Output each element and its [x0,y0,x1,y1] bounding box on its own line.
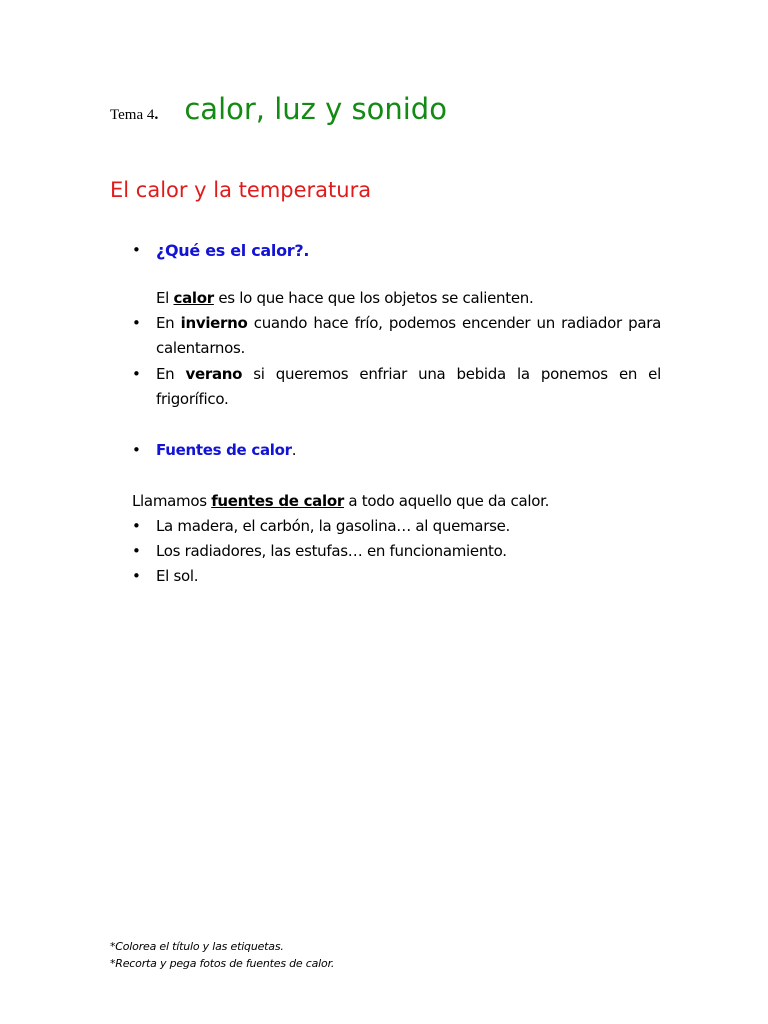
footnote: *Recorta y pega fotos de fuentes de calor. [110,957,335,970]
heading-dot: . [291,441,297,459]
question-heading: ¿Qué es el calor?. [156,241,310,260]
list-item-text [156,311,661,361]
definition-prefix: Llamamos [132,492,212,510]
bullet: • [132,365,141,383]
list-item-text: La madera, el carbón, la gasolina… al quemarse. [156,517,510,535]
item-prefix: En [156,314,181,332]
definition-calor [156,286,533,311]
bullet: • [132,517,141,535]
list-item-text: El sol. [156,567,199,585]
question-heading: Fuentes de calor [156,441,292,459]
item-suffix: cuando hace frío, podemos encender un radiador para calentarnos. [156,314,661,357]
item-keyword: verano [185,365,243,383]
definition-suffix: es lo que hace que los objetos se calienten. [218,289,534,307]
bullet: • [132,567,141,585]
bullet: • [132,542,141,560]
footnote: *Colorea el título y las etiquetas. [110,940,284,953]
list-item-source [132,564,661,589]
definition-keyword: fuentes de calor [211,492,344,510]
tema-dot: . [154,106,159,123]
main-title: calor, luz y sonido [184,92,447,126]
definition-fuentes [132,489,549,514]
bullet: • [132,314,141,332]
definition-keyword: calor [173,289,214,307]
bullet: • [132,441,141,459]
question-heat-sources [132,438,661,463]
tema-label: Tema 4 [110,107,155,123]
item-prefix: En [156,365,186,383]
list-item-invierno [132,311,661,361]
question-what-is-heat [132,238,661,263]
item-suffix: si queremos enfriar una bebida la ponemos en el frigorífico. [156,365,661,408]
list-item-text [156,362,661,412]
footnotes [110,938,334,972]
section-title: El calor y la temperatura [110,178,372,202]
question-heading-row [156,438,661,463]
item-keyword: invierno [180,314,248,332]
list-item-text: Los radiadores, las estufas… en funcionamiento. [156,542,507,560]
list-item-verano [132,362,661,412]
list-item-source [132,539,661,564]
definition-prefix: El [156,289,174,307]
bullet: • [132,241,141,259]
list-item-source [132,514,661,539]
definition-suffix: a todo aquello que da calor. [348,492,550,510]
page-header [110,92,447,126]
